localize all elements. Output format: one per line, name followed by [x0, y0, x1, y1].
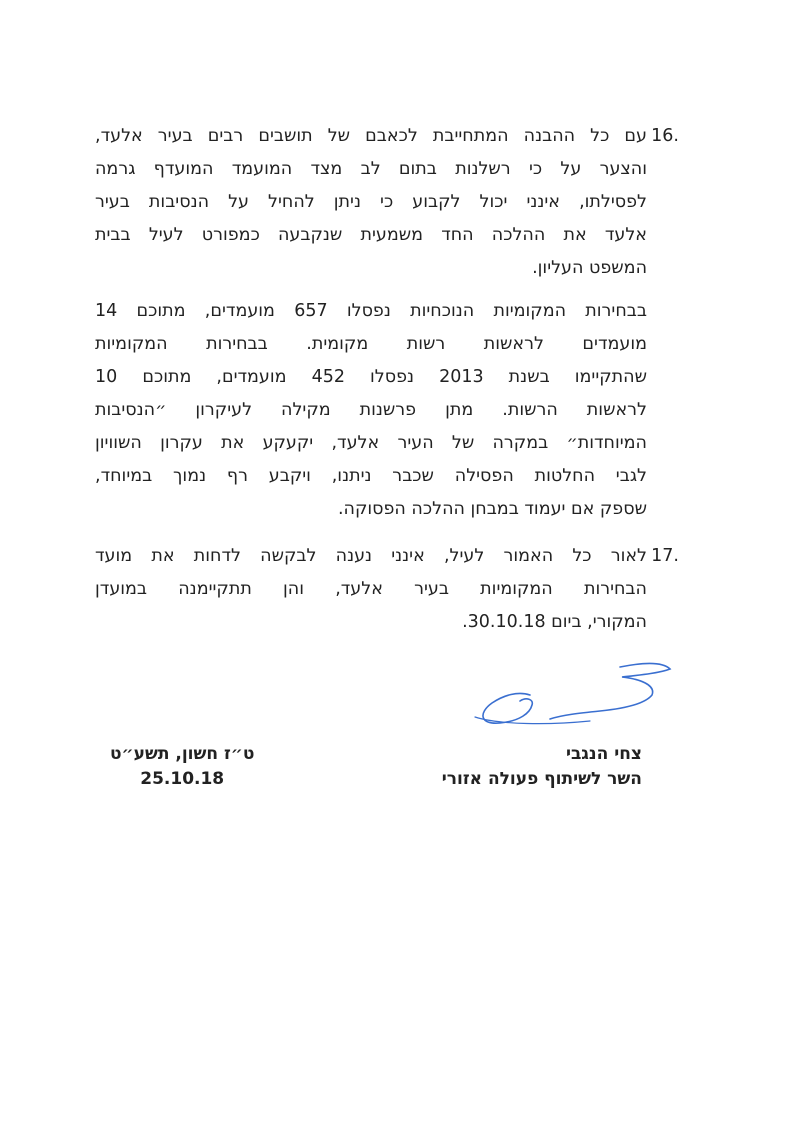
paragraph-line: המיוחדות״ במקרה של העיר אלעד, יקעקע את עקרון השוויון — [95, 433, 647, 453]
date-block — [110, 742, 254, 792]
paragraph-line: המשפט העליון. — [532, 258, 647, 278]
paragraph-16 — [95, 120, 679, 285]
signatory-title: השר לשיתוף פעולה אזורי — [441, 769, 642, 789]
signatory-name: צחי הנגבי — [565, 744, 642, 764]
paragraph-line: והצער על כי רשלנות בתום לב מצד המועמד המועדף גרמה — [95, 159, 647, 179]
paragraph-line: שהתקיימו בשנת 2013 נפסלו 452 מועמדים, מתוכם 10 — [95, 367, 647, 387]
paragraph-number: 17. — [651, 546, 679, 566]
signatory-block — [442, 742, 642, 792]
paragraph-line: בבחירות המקומיות הנוכחיות נפסלו 657 מועמדים, מתוכם 14 — [95, 301, 647, 321]
gregorian-date: 25.10.18 — [140, 769, 225, 789]
paragraph-line: לפסילתו, אינני יכול לקבוע כי ניתן להחיל על הנסיבות בעיר — [95, 192, 647, 212]
paragraph-line: לגבי החלטות הפסילה שכבר ניתנו, ויקבע רף נמוך במיוחד, — [95, 466, 647, 486]
hebrew-date: ט״ז חשון, תשע״ט — [110, 744, 255, 764]
paragraph-line: המקורי, ביום 30.10.18. — [462, 612, 647, 632]
paragraph-line: לראשות הרשות. מתן פרשנות מקילה לעיקרון ״הנסיבות — [95, 400, 647, 420]
paragraph-16-continuation — [95, 295, 647, 526]
paragraph-line: מועמדים לראשות רשות מקומית. בבחירות המקומיות — [95, 334, 647, 354]
paragraph-line: עם כל ההבנה המתחייבת לכאבם של תושבים רבים בעיר אלעד, — [95, 126, 647, 146]
paragraph-line: הבחירות המקומיות בעיר אלעד, והן תתקיימנה במועדן — [95, 579, 647, 599]
paragraph-17 — [95, 540, 679, 639]
paragraph-line: אלעד את ההלכה החד משמעית שנקבעה כמפורט לעיל בבית — [95, 225, 647, 245]
paragraph-number: 16. — [651, 126, 679, 146]
handwritten-signature — [470, 655, 675, 730]
paragraph-line: שספק אם יעמוד במבחן ההלכה הפסוקה. — [337, 499, 647, 519]
paragraph-line: לאור כל האמור לעיל, אינני נענה לבקשה לדחות את מועד — [95, 546, 647, 566]
